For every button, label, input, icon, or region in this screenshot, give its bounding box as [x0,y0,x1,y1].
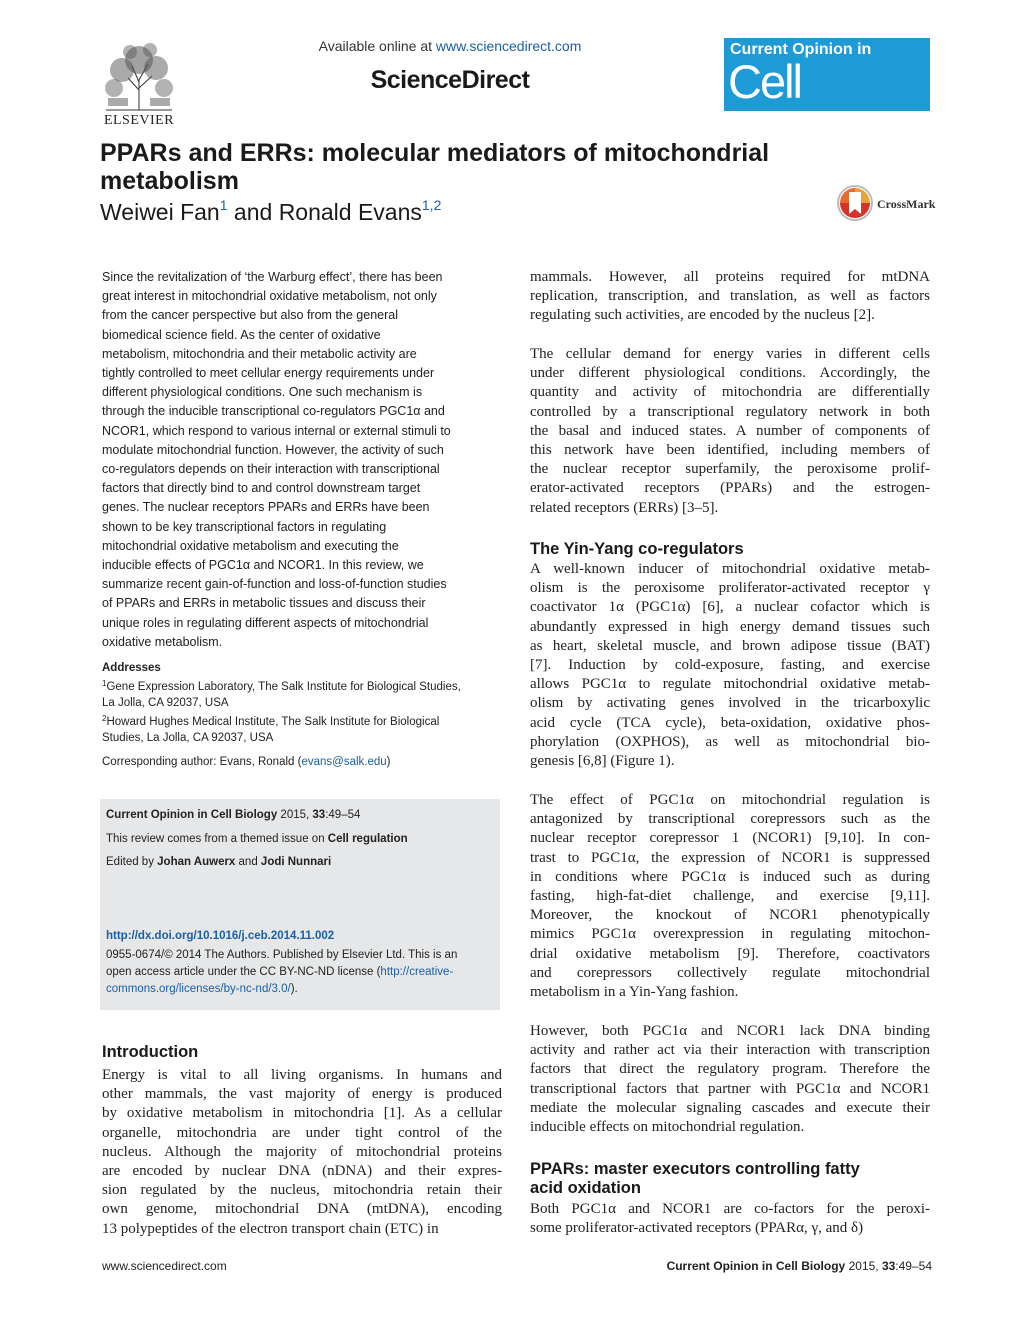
text-line: The cellular demand for energy varies in different cells [530,346,930,362]
volume-number: 33 [312,809,326,821]
journal-logo [724,38,930,160]
text-line: antagonized by transcriptional corepressors such as the [530,811,930,828]
address-marker: 1 [102,679,107,688]
footer-pages: :49–54 [895,1259,932,1273]
text-line: mammals. However, all proteins required for mtDNA [530,269,930,285]
yinyang-heading: The Yin-Yang co-regulators [530,540,744,558]
text-line: own genome, mitochondrial DNA (mtDNA), encoding [102,1201,502,1218]
license-line: 0955-0674/© 2014 The Authors. Published by Elsevier Ltd. This is an [106,949,458,961]
footer-website[interactable]: www.sciencedirect.com [102,1259,227,1273]
text-line: shown to be key transcriptional factors in regulating [102,519,387,534]
doi-line [106,930,334,942]
text-line: abundantly expressed in high energy demand tissues such [530,618,930,635]
text-line: some proliferator-activated receptors (PPARα, γ, and δ) [530,1220,864,1237]
text-line: However, both PGC1α and NCOR1 lack DNA binding [530,1023,930,1039]
text-line: under different physiological conditions. Accordingly, the [530,365,930,382]
text-line: other mammals, the vast majority of energy is produced [102,1086,502,1103]
text-line: fasting, high-fat-diet challenge, and exercise [9,11]. [530,888,930,905]
crossmark-icon [836,184,874,222]
editor-name[interactable]: Jodi Nunnari [260,856,332,868]
ppars-heading [530,1160,860,1198]
address-marker: 2 [102,714,107,723]
themed-issue-line [106,833,408,845]
text-line: allows PGC1α to regulate mitochondrial oxidative metab- [530,676,930,693]
available-online-line [300,38,600,54]
license-text-part: ). [290,983,298,995]
text-line: are encoded by nuclear DNA (nDNA) and their expres- [102,1163,502,1180]
text-line: summarize recent gain-of-function and loss-of-function studies [102,577,447,592]
text-line: regulating such activities, are encoded by the nucleus [2]. [530,307,875,324]
elsevier-logo [98,40,180,128]
author-list [100,197,441,226]
text-line: great interest in mitochondrial oxidative metabolism, not only [102,289,437,304]
editor-name[interactable]: Johan Auwerx [157,856,236,868]
text-line: and corepressors collectively regulate mitochondrial [530,964,930,981]
text-line: olism is the peroxisome proliferator-activated receptor γ [530,580,930,597]
ppars-heading-line1: PPARs: master executors controlling fatty [530,1160,860,1178]
text-line: biomedical science field. As the center of oxidative [102,327,381,342]
article-title [100,139,860,195]
text-line: inducible effects on mitochondrial regulation. [530,1119,805,1136]
platform-name: ScienceDirect [370,66,530,94]
license-text [106,947,494,998]
text-line: acid cycle (TCA cycle), beta-oxidation, oxidative phos- [530,714,930,731]
footer-citation [560,1259,932,1273]
author-name: Weiwei Fan [100,199,220,225]
doi-link[interactable]: http://dx.doi.org/10.1016/j.ceb.2014.11.002 [106,930,335,942]
text-line: nuclear receptor corepressor 1 (NCOR1) [9,10]. In con- [530,830,930,847]
text-line: mitochondrial oxidative metabolism and executing the [102,538,399,553]
ppars-heading-line2: acid oxidation [530,1179,641,1197]
text-line: 13 polypeptides of the electron transport chain (ETC) in [102,1220,439,1237]
theme-name[interactable]: Cell regulation [327,833,408,845]
text-line: the basal and induced states. A number of components of [530,422,930,439]
text-line: tightly controlled to meet cellular energy requirements under [102,366,435,381]
text-line: of PPARs and ERRs in metabolic tissues and discuss their [102,596,426,611]
text-line: Both PGC1α and NCOR1 are co-factors for the peroxi- [530,1201,930,1217]
text-line: activity and rather act via their interaction with transcription [530,1042,930,1059]
text-line: this network have been identified, including members of [530,442,930,459]
text-line: quantity and activity of mitochondria are differentially [530,384,930,401]
text-line: modulate mitochondrial function. However, the activity of such [102,442,444,457]
text-line: inducible effects of PGC1α and NCOR1. In this review, we [102,558,424,573]
available-prefix: Available online at [318,38,436,54]
text-line: genes. The nuclear receptors PPARs and ERRs have been [102,500,430,515]
intro-heading: Introduction [102,1043,199,1061]
paragraph-cofactors [530,1200,930,1238]
license-line [106,981,494,998]
paragraph-energy-demand [530,345,930,518]
license-link[interactable]: http://creative- [380,966,454,978]
journal-logo-top: Current Opinion in [730,41,872,58]
text-line: trast to PGC1α, the expression of NCOR1 is suppressed [530,849,930,866]
text-line: genesis [6,8] (Figure 1). [530,753,675,770]
text-line: different physiological conditions. One such mechanism is [102,385,423,400]
text-line: mediate the molecular signaling cascades and execute their [530,1099,930,1116]
text-line: in conditions where PGC1α is induced such as during [530,868,930,885]
text-line: nucleus. Although the majority of mitochondrial proteins [102,1143,502,1160]
text-line: metabolism, mitochondria and their metabolic activity are [102,346,417,361]
text-line: Moreover, the knockout of NCOR1 phenotypically [530,907,930,924]
citation-line [106,809,360,821]
text-line: sion regulated by the nucleus, mitochondria retain their [102,1182,502,1199]
journal-name: Current Opinion in Cell Biology [106,809,278,821]
editor-separator: and [235,856,261,868]
text-line: factors that direct the regulatory program. Therefore the [530,1061,930,1078]
text-line: transcriptional factors that partner with PGC1α and NCOR1 [530,1080,930,1097]
text-line: unique roles in regulating different aspects of mitochondrial [102,615,429,630]
text-line: NCOR1, which respond to various internal or external stimuli to [102,423,451,438]
corresponding-suffix: ) [386,756,391,768]
text-line: organelle, mitochondria are under tight control of the [102,1124,502,1141]
article-info-box [100,799,500,1010]
text-line: [7]. Induction by cold-exposure, fasting, and exercise [530,657,930,674]
text-line: replication, transcription, and translation, as well as factors [530,288,930,305]
footer-journal: Current Opinion in Cell Biology [666,1259,846,1273]
text-line: co-regulators depends on their interaction with transcriptional [102,462,440,477]
addresses-heading: Addresses [102,662,161,674]
theme-prefix: This review comes from a themed issue on [106,833,328,845]
abstract [102,268,492,652]
text-line: Since the revitalization of ‘the Warburg effect’, there has been [102,270,443,284]
text-line: oxidative metabolism. [102,634,223,649]
license-link[interactable]: commons.org/licenses/by-nc-nd/3.0/ [106,983,291,995]
license-text-part: open access article under the CC BY-NC-ND license ( [106,966,381,978]
corresponding-prefix: Corresponding author: Evans, Ronald ( [102,756,302,768]
text-line: from the cancer perspective but also from the general [102,308,398,323]
footer-year: 2015, [845,1259,882,1273]
text-line: olism by activating genes involved in the tricarboxylic [530,695,930,712]
email-link[interactable]: evans@salk.edu [301,756,387,768]
article-title-line2: metabolism [100,167,239,195]
addresses [102,660,497,746]
license-line [106,964,494,981]
address-text: Gene Expression Laboratory, The Salk Institute for Biological Studies, [106,681,461,693]
paragraph-dna-binding [530,1022,930,1137]
journal-logo-name: Cell Biology [728,55,869,160]
corresponding-author [102,756,391,768]
address-1 [102,676,497,695]
address-text: Studies, La Jolla, CA 92037, USA [102,732,274,744]
text-line: metabolism in a Yin-Yang fashion. [530,984,739,1001]
edited-prefix: Edited by [106,856,158,868]
citation-year: 2015, [277,809,313,821]
paragraph-pgc1a [530,560,930,771]
intro-body [102,1066,502,1239]
editors-line [106,856,331,868]
text-line: The effect of PGC1α on mitochondrial regulation is [530,792,930,808]
text-line: mimics PGC1α overexpression in regulating mitochon- [530,926,930,943]
author-name: Ronald Evans [278,199,422,225]
publisher-wordmark: ELSEVIER [103,113,175,128]
address-text: La Jolla, CA 92037, USA [102,697,229,709]
text-line: erator-activated receptors (PPARs) and the estrogen- [530,480,930,497]
paragraph-continuation [530,268,930,326]
author-separator: and [227,199,279,225]
footer-volume: 33 [881,1259,896,1273]
text-line: controlled by a transcriptional regulatory network in both [530,403,930,420]
text-line: Energy is vital to all living organisms. In humans and [102,1067,502,1083]
text-line: coactivator 1α (PGC1α) [6], a nuclear cofactor which is [530,599,930,616]
text-line: phorylation (OXPHOS), as well as mitochondrial bio- [530,733,930,750]
text-line: related receptors (ERRs) [3–5]. [530,499,719,516]
text-line: the nuclear receptor superfamily, the peroxisome prolif- [530,461,930,478]
affiliation-ref[interactable]: 1 [219,197,228,213]
text-line: by oxidative metabolism in mitochondria [1]. As a cellular [102,1105,502,1122]
address-2 [102,711,497,730]
text-line: A well-known inducer of mitochondrial oxidative metab- [530,561,930,577]
address-text: Howard Hughes Medical Institute, The Salk Institute for Biological [106,716,440,728]
text-line: factors that directly bind to and control downstream target [102,481,421,496]
crossmark-label: CrossMark [877,197,936,211]
article-title-line1: PPARs and ERRs: molecular mediators of mitochondrial [100,139,770,167]
crossmark-badge[interactable] [836,184,936,222]
page-range: :49–54 [325,809,361,821]
text-line: through the inducible transcriptional co-regulators PGC1α and [102,404,445,419]
paragraph-ncor1 [530,791,930,1002]
affiliation-ref[interactable]: 1,2 [421,197,442,213]
text-line: drial oxidative metabolism [9]. Therefore, coactivators [530,945,930,962]
sciencedirect-link[interactable]: www.sciencedirect.com [435,38,582,54]
text-line: as heart, skeletal muscle, and brown adipose tissue (BAT) [530,637,930,654]
elsevier-tree-icon [98,40,180,112]
